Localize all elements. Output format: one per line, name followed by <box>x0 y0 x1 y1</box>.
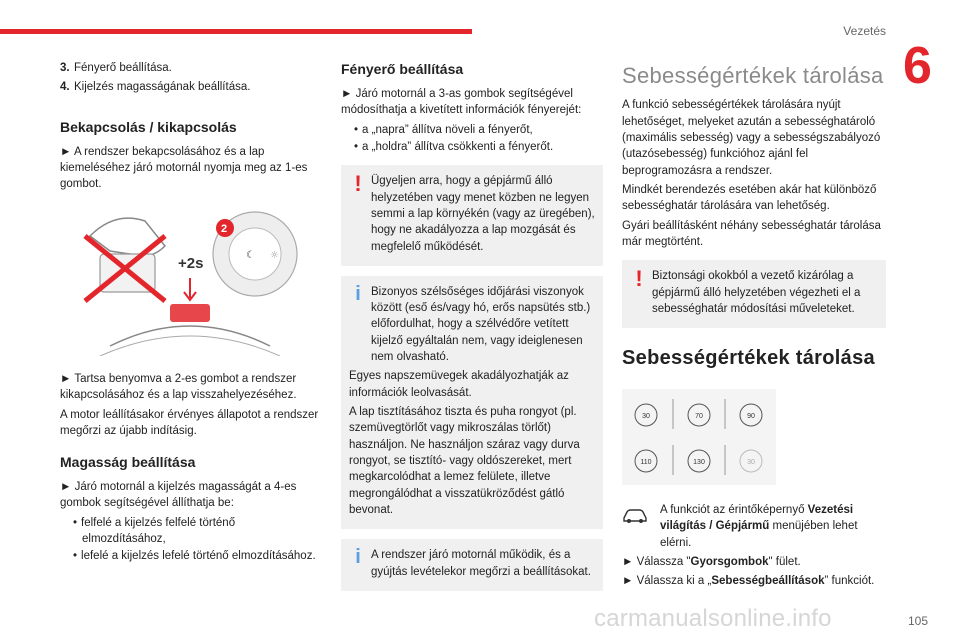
svg-text:110: 110 <box>640 458 652 466</box>
column-1 <box>60 60 322 566</box>
heading-on-off: Bekapcsolás / kikapcsolás <box>60 118 237 135</box>
warning-icon: ! <box>354 171 362 197</box>
chapter-number: 6 <box>903 37 932 95</box>
section-name: Vezetés <box>843 24 886 38</box>
heading-height: Magasság beállítása <box>60 454 196 471</box>
paragraph-engine-stop: A motor leállításakor érvényes állapotot a rendszer megőrzi az újabb indításig. <box>60 408 319 437</box>
top-accent-bar <box>0 29 472 34</box>
page-number: 105 <box>907 613 928 628</box>
watermark: carmanualsonline.info <box>594 604 832 632</box>
paragraph-factory: Gyári beállításként néhány sebességhatár tárolása már megtörtént. <box>622 219 881 248</box>
info-box: i A rendszer járó motornál működik, és a gyújtás levételekor megőrzi a beállításokat. <box>341 539 603 591</box>
control-panel-icon <box>178 212 297 296</box>
hand-icon <box>85 218 165 301</box>
hud-control-illustration <box>70 206 310 356</box>
svg-text:30: 30 <box>642 412 650 420</box>
brightness-list <box>353 122 603 156</box>
step-3: 3. Fényerő beállítása. <box>60 62 172 74</box>
speed-icon <box>635 450 657 472</box>
info-box: i Bizonyos szélsőséges időjárási viszonyok között (eső és/vagy hó, erős napsütés stb.) előfordulhat, hogy a szélvédőre vetített kijelző egyáltalán nem, vagy ideiglenesen nem olvasható. Egyes napszemüvegek akadályozhatják az információk leolvasását. A lap tisztításához tiszta és puha rongyot (pl. szemüvegtörlőt vagy mikroszálas törlőt) használjon. Ne használjon száraz vagy durva rongyot, se tisztító- vagy oldószereket, mert megkarcolódhat a lemez felülete, illetve megrongálódhat a visszatükröződést gátló bevonat. <box>341 276 603 530</box>
column-2 <box>341 60 603 601</box>
speed-icon <box>740 404 762 426</box>
paragraph-height: ► Járó motornál a kijelzés magasságát a 4-es gombok segítségével állíthatja be: <box>60 481 297 510</box>
list-item: • lefelé a kijelzés lefelé történő elmozdításához. <box>72 548 322 564</box>
section-title: Sebességértékek tárolása <box>622 63 884 88</box>
warning-box: ! Ügyeljen arra, hogy a gépjármű álló helyzetében vagy menet közben ne legyen semmi a lap környékén (vagy az üregében), hogy ne akadályozza a lap mozgását és megfelelő működését. <box>341 165 603 266</box>
hold-time-label: +2s <box>178 254 204 272</box>
speed-values-illustration <box>622 389 776 485</box>
height-list <box>72 515 322 565</box>
badge-number: 2 <box>221 222 228 235</box>
speed-icon <box>635 404 657 426</box>
list-item: • a „holdra” állítva csökkenti a fényerőt. <box>353 139 603 155</box>
warning-icon: ! <box>635 266 643 292</box>
paragraph-on-off: ► A rendszer bekapcsolásához és a lap kiemeléséhez járó motornál nyomja meg az 1-es gombot. <box>60 145 308 191</box>
paragraph-six-limits: Mindkét berendezés esetében akár hat különböző sebességhatár tárolására van lehetőség. <box>622 183 877 213</box>
svg-text:☾: ☾ <box>246 249 255 261</box>
list-item: • felfelé a kijelzés felfelé történő elmozdításához, <box>72 515 322 548</box>
step-4: 4. Kijelzés magasságának beállítása. <box>60 81 251 94</box>
info-icon: i <box>355 282 361 305</box>
column-3 <box>622 60 886 593</box>
paragraph-brightness: ► Járó motornál a 3-as gombok segítségével módosíthatja a kivetített információk fényerejét: <box>341 87 582 117</box>
svg-text:☼: ☼ <box>270 249 279 261</box>
svg-text:90: 90 <box>747 412 755 420</box>
heading-brightness: Fényerő beállítása <box>341 61 464 77</box>
info-icon: i <box>355 546 361 569</box>
paragraph-step-1: ► Válassza "Gyorsgombok" fület. <box>622 555 801 568</box>
car-icon <box>622 506 648 524</box>
svg-text:130: 130 <box>693 458 705 466</box>
paragraph-navigation: A funkciót az érintőképernyő Vezetési világítás / Gépjármű menüjében lehet elérni. <box>622 502 886 551</box>
speed-icon <box>688 450 710 472</box>
paragraph-hold: ► Tartsa benyomva a 2-es gombot a rendszer kikapcsolásához és a lap visszahelyezéséhez. <box>60 372 297 402</box>
warning-box: ! Biztonsági okokból a vezető kizárólag a gépjármű álló helyzetében végezheti el a sebességhatár módosítási műveleteket. <box>622 260 886 328</box>
paragraph-intro: A funkció sebességértékek tárolására nyújt lehetőséget, melyeket azután a sebességhatároló (maximális sebesség) vagy a sebességszabályozó (utazósebesség) funkcióhoz ajánl fel beprogramozásra a rendszer. <box>622 99 881 177</box>
speed-icon <box>688 404 710 426</box>
speed-icon <box>740 450 762 472</box>
paragraph-step-2: ► Válassza ki a „Sebességbeállítások” funkciót. <box>622 575 875 588</box>
list-item: • a „napra” állítva növeli a fényerőt, <box>353 122 603 138</box>
subsection-title: Sebességértékek tárolása <box>622 347 875 370</box>
svg-text:30: 30 <box>747 458 755 466</box>
svg-text:70: 70 <box>695 412 703 420</box>
